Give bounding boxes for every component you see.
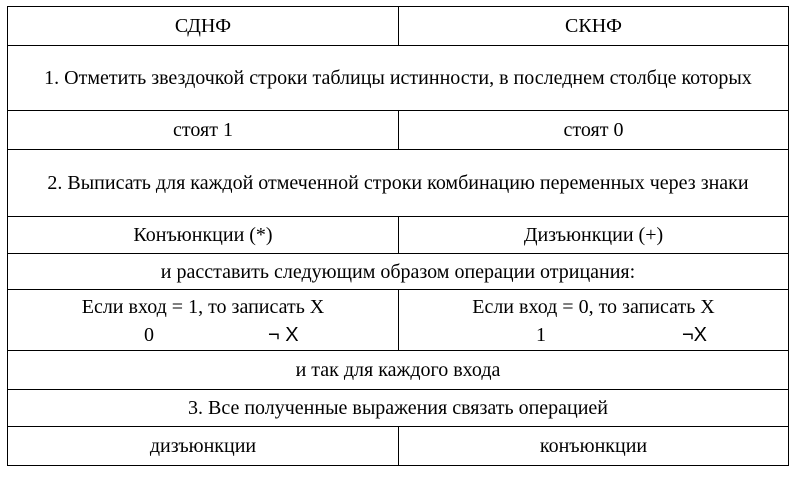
right-rule-detail [405, 321, 782, 347]
left-negation-rule [8, 290, 399, 351]
step2-conjunction: Конъюнкции (*) [8, 217, 399, 254]
left-rule-text: Если вход = 1, то записать Х [81, 296, 325, 318]
right-rule-digit: 1 [536, 324, 546, 346]
step2-operations-row [8, 217, 789, 254]
step1-text: 1. Отметить звездочкой строки таблицы истинности, в последнем столбце которых [8, 46, 789, 111]
step1-values-row [8, 111, 789, 150]
sdnf-sknf-table [7, 6, 789, 466]
step2-disjunction: Дизъюнкции (+) [399, 217, 789, 254]
step3-values-row [8, 427, 789, 466]
left-rule-negation: ¬ Х [268, 324, 299, 346]
step3-conjunction: конъюнкции [399, 427, 789, 466]
negation-intro-row [8, 254, 789, 290]
header-sknf: СКНФ [399, 7, 789, 46]
header-sdnf: СДНФ [8, 7, 399, 46]
right-rule-text: Если вход = 0, то записать Х [472, 296, 715, 318]
right-rule-negation: ¬Х [682, 324, 708, 346]
each-input-text: и так для каждого входа [8, 351, 789, 390]
step1-left-value: стоят 1 [8, 111, 399, 150]
step3-disjunction: дизъюнкции [8, 427, 399, 466]
step3-row [8, 390, 789, 427]
left-rule-digit: 0 [144, 324, 154, 346]
step2-row [8, 150, 789, 217]
header-row [8, 7, 789, 46]
right-negation-rule [399, 290, 789, 351]
negation-intro-text: и расставить следующим образом операции отрицания: [8, 254, 789, 290]
step1-right-value: стоят 0 [399, 111, 789, 150]
step3-text: 3. Все полученные выражения связать операцией [8, 390, 789, 427]
left-rule-detail [14, 321, 392, 347]
each-input-row [8, 351, 789, 390]
step1-row [8, 46, 789, 111]
step2-text: 2. Выписать для каждой отмеченной строки комбинацию переменных через знаки [8, 150, 789, 217]
negation-rules-row [8, 290, 789, 351]
